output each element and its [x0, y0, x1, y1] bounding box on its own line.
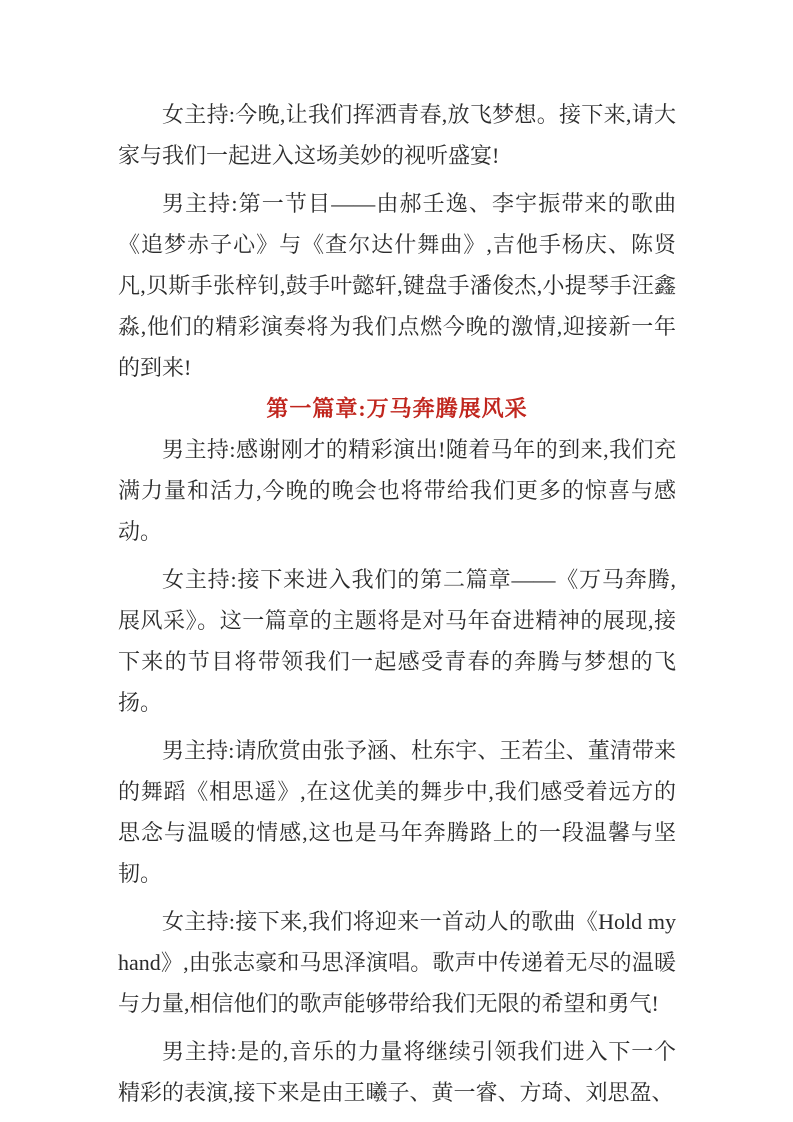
- chapter-heading: 第一篇章:万马奔腾展风采: [266, 396, 528, 421]
- paragraph-male-host-thanks: 男主持:感谢刚才的精彩演出!随着马年的到来,我们充满力量和活力,今晚的晚会也将带给我们更多的惊喜与感动。: [118, 437, 676, 544]
- paragraph-female-host-intro: 女主持:今晚,让我们挥洒青春,放飞梦想。接下来,请大家与我们一起进入这场美妙的视听盛宴!: [118, 102, 676, 168]
- paragraph-female-host-song: 女主持:接下来,我们将迎来一首动人的歌曲《Hold my hand》,由张志豪和马思泽演唱。歌声中传递着无尽的温暖与力量,相信他们的歌声能够带给我们无限的希望和勇气!: [118, 909, 676, 1016]
- paragraph-male-host-dance: 男主持:请欣赏由张予涵、杜东宇、王若尘、董清带来的舞蹈《相思遥》,在这优美的舞步中,我们感受着远方的思念与温暖的情感,这也是马年奔腾路上的一段温馨与坚韧。: [118, 738, 676, 886]
- paragraph-female-host-second-chapter: 女主持:接下来进入我们的第二篇章——《万马奔腾,展风采》。这一篇章的主题将是对马年奋进精神的展现,接下来的节目将带领我们一起感受青春的奔腾与梦想的飞扬。: [118, 567, 676, 715]
- paragraph-male-host-next-performance: 男主持:是的,音乐的力量将继续引领我们进入下一个精彩的表演,接下来是由王曦子、黄一睿、方琦、刘思盈、: [118, 1039, 676, 1105]
- paragraph-male-host-first-program: 男主持:第一节目——由郝壬逸、李宇振带来的歌曲《追梦赤子心》与《查尔达什舞曲》,吉他手杨庆、陈贤凡,贝斯手张梓钊,鼓手叶懿轩,键盘手潘俊杰,小提琴手汪鑫淼,他们的精彩演奏将为我们点燃今晚的激情,迎接新一年的到来!: [118, 191, 676, 380]
